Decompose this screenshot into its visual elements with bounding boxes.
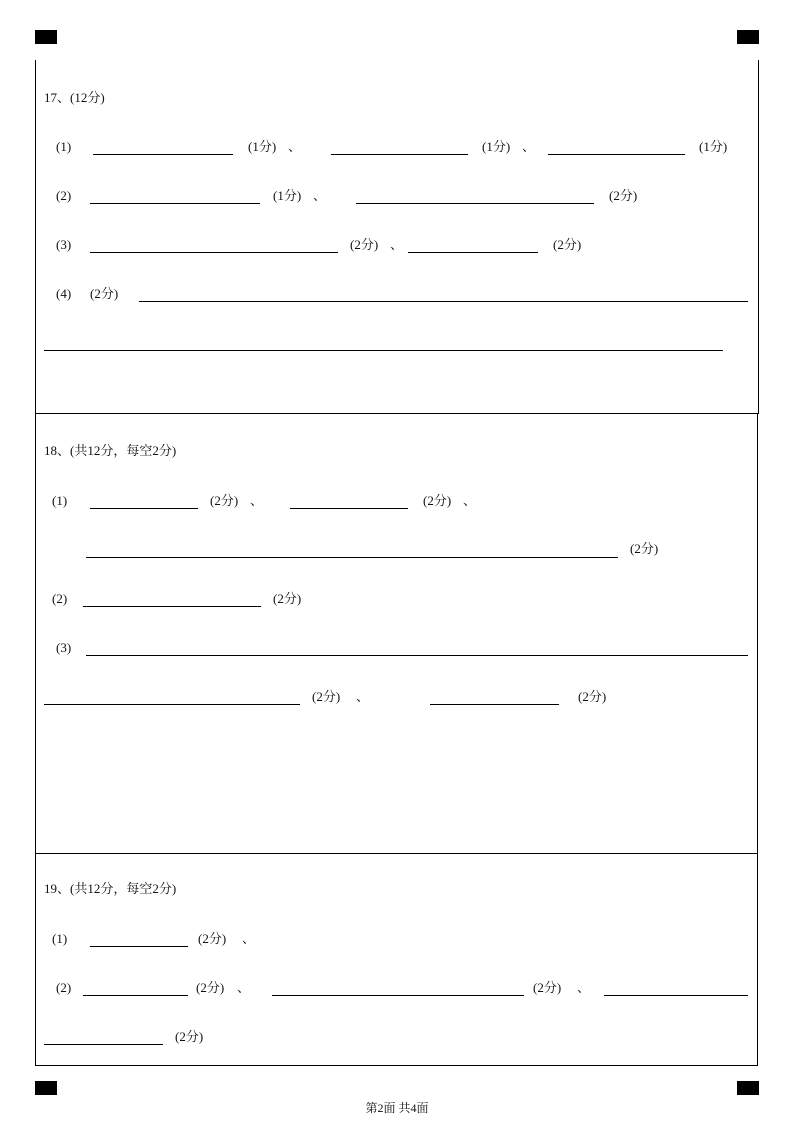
q17-blank-3b[interactable] bbox=[408, 252, 538, 253]
q17-frame-right bbox=[758, 60, 759, 414]
q18-score-3b: (2分) bbox=[578, 689, 607, 704]
q18-score-2: (2分) bbox=[273, 591, 302, 606]
q17-part2-label: (2) bbox=[56, 188, 72, 203]
registration-mark-top-left bbox=[35, 30, 57, 44]
q17-blank-2b[interactable] bbox=[356, 203, 594, 204]
q19-blank-2c[interactable] bbox=[604, 995, 748, 996]
q19-title: 19、(共12分，每空2分) bbox=[44, 881, 177, 896]
q18-blank-2[interactable] bbox=[83, 606, 261, 607]
registration-mark-top-right bbox=[737, 30, 759, 44]
q17-sep-3a: 、 bbox=[390, 237, 404, 252]
q17-blank-3a[interactable] bbox=[90, 252, 338, 253]
q17-blank-4b[interactable] bbox=[44, 350, 723, 351]
q18-title: 18、(共12分，每空2分) bbox=[44, 443, 177, 458]
q17-sep-2a: 、 bbox=[313, 188, 327, 203]
q17-blank-2a[interactable] bbox=[90, 203, 260, 204]
q19-sep-1: 、 bbox=[242, 931, 256, 946]
q19-blank-1[interactable] bbox=[90, 946, 188, 947]
q18-box bbox=[35, 413, 758, 854]
q17-blank-1c[interactable] bbox=[548, 154, 685, 155]
q18-blank-1b[interactable] bbox=[290, 508, 408, 509]
registration-mark-bottom-right bbox=[737, 1081, 759, 1095]
q18-blank-3b[interactable] bbox=[44, 704, 300, 705]
registration-mark-bottom-left bbox=[35, 1081, 57, 1095]
q18-score-1a: (2分) bbox=[210, 493, 239, 508]
q19-sep-2b: 、 bbox=[577, 980, 591, 995]
q19-score-2c: (2分) bbox=[175, 1029, 204, 1044]
q19-blank-2a[interactable] bbox=[83, 995, 188, 996]
q17-score-1c: (1分) bbox=[699, 139, 728, 154]
q18-blank-1a[interactable] bbox=[90, 508, 198, 509]
q18-sep-3a: 、 bbox=[356, 689, 370, 704]
q19-score-2b: (2分) bbox=[533, 980, 562, 995]
page-footer: 第2面 共4面 bbox=[365, 1101, 429, 1115]
q18-score-1b: (2分) bbox=[423, 493, 452, 508]
q17-part1-label: (1) bbox=[56, 139, 72, 154]
q18-blank-3c[interactable] bbox=[430, 704, 559, 705]
q17-sep-1b: 、 bbox=[522, 139, 536, 154]
q18-score-1c: (2分) bbox=[630, 541, 659, 556]
q18-blank-3a[interactable] bbox=[86, 655, 748, 656]
q19-part1-label: (1) bbox=[52, 931, 68, 946]
q18-part3-label: (3) bbox=[56, 640, 72, 655]
q18-part1-label: (1) bbox=[52, 493, 68, 508]
q18-blank-1c[interactable] bbox=[86, 557, 618, 558]
q19-blank-2d[interactable] bbox=[44, 1044, 163, 1045]
q19-blank-2b[interactable] bbox=[272, 995, 524, 996]
q17-score-3b: (2分) bbox=[553, 237, 582, 252]
q17-score-4: (2分) bbox=[90, 286, 119, 301]
q17-part3-label: (3) bbox=[56, 237, 72, 252]
q17-score-1b: (1分) bbox=[482, 139, 511, 154]
q17-score-3a: (2分) bbox=[350, 237, 379, 252]
q17-score-1a: (1分) bbox=[248, 139, 277, 154]
q18-score-3a: (2分) bbox=[312, 689, 341, 704]
q18-sep-1b: 、 bbox=[463, 493, 477, 508]
q19-score-1: (2分) bbox=[198, 931, 227, 946]
q17-blank-1b[interactable] bbox=[331, 154, 468, 155]
q17-blank-1a[interactable] bbox=[93, 154, 233, 155]
q17-frame-left bbox=[35, 60, 36, 414]
q17-score-2b: (2分) bbox=[609, 188, 638, 203]
q17-title: 17、(12分) bbox=[44, 90, 105, 105]
q17-sep-1a: 、 bbox=[288, 139, 302, 154]
q19-sep-2a: 、 bbox=[237, 980, 251, 995]
q17-part4-label: (4) bbox=[56, 286, 72, 301]
q18-sep-1a: 、 bbox=[250, 493, 264, 508]
q17-score-2a: (1分) bbox=[273, 188, 302, 203]
q18-part2-label: (2) bbox=[52, 591, 68, 606]
q19-score-2a: (2分) bbox=[196, 980, 225, 995]
q19-part2-label: (2) bbox=[56, 980, 72, 995]
q17-blank-4a[interactable] bbox=[139, 301, 748, 302]
